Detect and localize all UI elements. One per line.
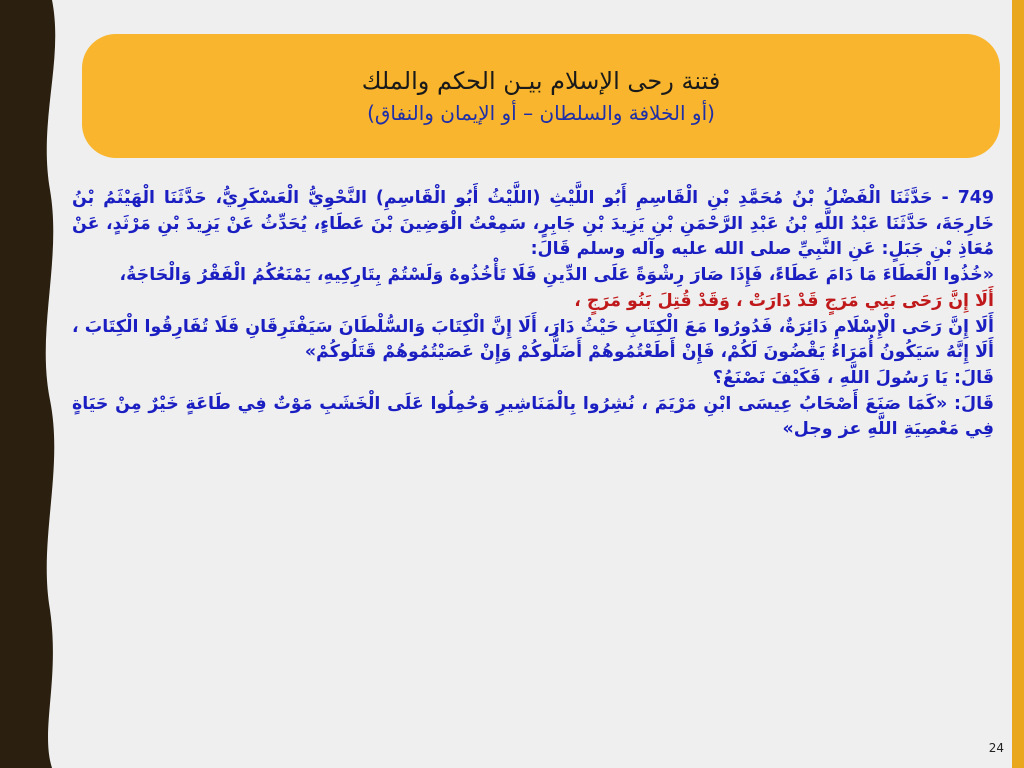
decorative-left-band (0, 0, 62, 768)
decorative-right-edge (1012, 0, 1024, 768)
title-banner (82, 34, 1000, 158)
question-line: قَالَ: يَا رَسُولَ اللَّهِ ، فَكَيْفَ نَصْنَعُ؟ (712, 367, 994, 388)
matn-paragraph-1: «خُذُوا الْعَطَاءَ مَا دَامَ عَطَاءً، فَإِذَا صَارَ رِشْوَةً عَلَى الدِّينِ فَلَا تَأْخُذُوهُ وَلَسْتُمْ بِتَارِكِيهِ، يَمْنَعُكُمُ الْفَقْرُ وَالْحَاجَةُ، (119, 265, 994, 286)
hadith-text-body (72, 186, 994, 443)
highlighted-line: أَلَا إِنَّ رَحَى بَنِي مَرَجٍ قَدْ دَارَتْ ، وَقَدْ قُتِلَ بَنُو مَرَجٍ ، (574, 290, 994, 311)
slide-title: فتنة رحى الإسلام بيـن الحكم والملك (361, 67, 721, 95)
slide-subtitle: (أو الخلافة والسلطان – أو الإيمان والنفاق) (367, 101, 715, 125)
isnad-paragraph: 749 - حَدَّثَنَا الْفَضْلُ بْنُ مُحَمَّدِ بْنِ الْقَاسِمِ أَبُو اللَّيْثِ (اللَّيْثُ أَبُو الْقَاسِمِ) النَّحْوِيُّ الْعَسْكَرِيُّ، حَدَّثَنَا الْهَيْثَمُ بْنُ خَارِجَةَ، حَدَّثَنَا عَبْدُ اللَّهِ بْنُ عَبْدِ الرَّحْمَنِ بْنِ يَزِيدَ بْنِ جَابِرٍ، سَمِعْتُ الْوَضِينَ بْنَ عَطَاءٍ، يُحَدِّثُ عَنْ يَزِيدَ بْنِ مَرْثَدٍ، عَنْ مُعَاذِ بْنِ جَبَلٍ: عَنِ النَّبِيِّ صلى الله عليه وآله وسلم قَالَ: (72, 188, 994, 260)
answer-paragraph: قَالَ: «كَمَا صَنَعَ أَصْحَابُ عِيسَى ابْنِ مَرْيَمَ ، نُشِرُوا بِالْمَنَاشِيرِ وَحُمِلُوا عَلَى الْخَشَبِ مَوْتٌ فِي طَاعَةٍ خَيْرٌ مِنْ حَيَاةٍ فِي مَعْصِيَةِ اللَّهِ عز وجل» (72, 393, 994, 440)
matn-paragraph-2: أَلَا إِنَّ رَحَى الْإِسْلَامِ دَائِرَةٌ، فَدُورُوا مَعَ الْكِتَابِ حَيْثُ دَارَ، أَلَا إِنَّ الْكِتَابَ وَالسُّلْطَانَ سَيَفْتَرِقَانِ فَلَا تُفَارِقُوا الْكِتَابَ ، أَلَا إِنَّهُ سَيَكُونُ أُمَرَاءُ يَقْضُونَ لَكُمْ، فَإِنْ أَطَعْتُمُوهُمْ أَضَلُّوكُمْ وَإِنْ عَصَيْتُمُوهُمْ قَتَلُوكُمْ» (72, 316, 994, 363)
page-number: 24 (988, 741, 1004, 755)
